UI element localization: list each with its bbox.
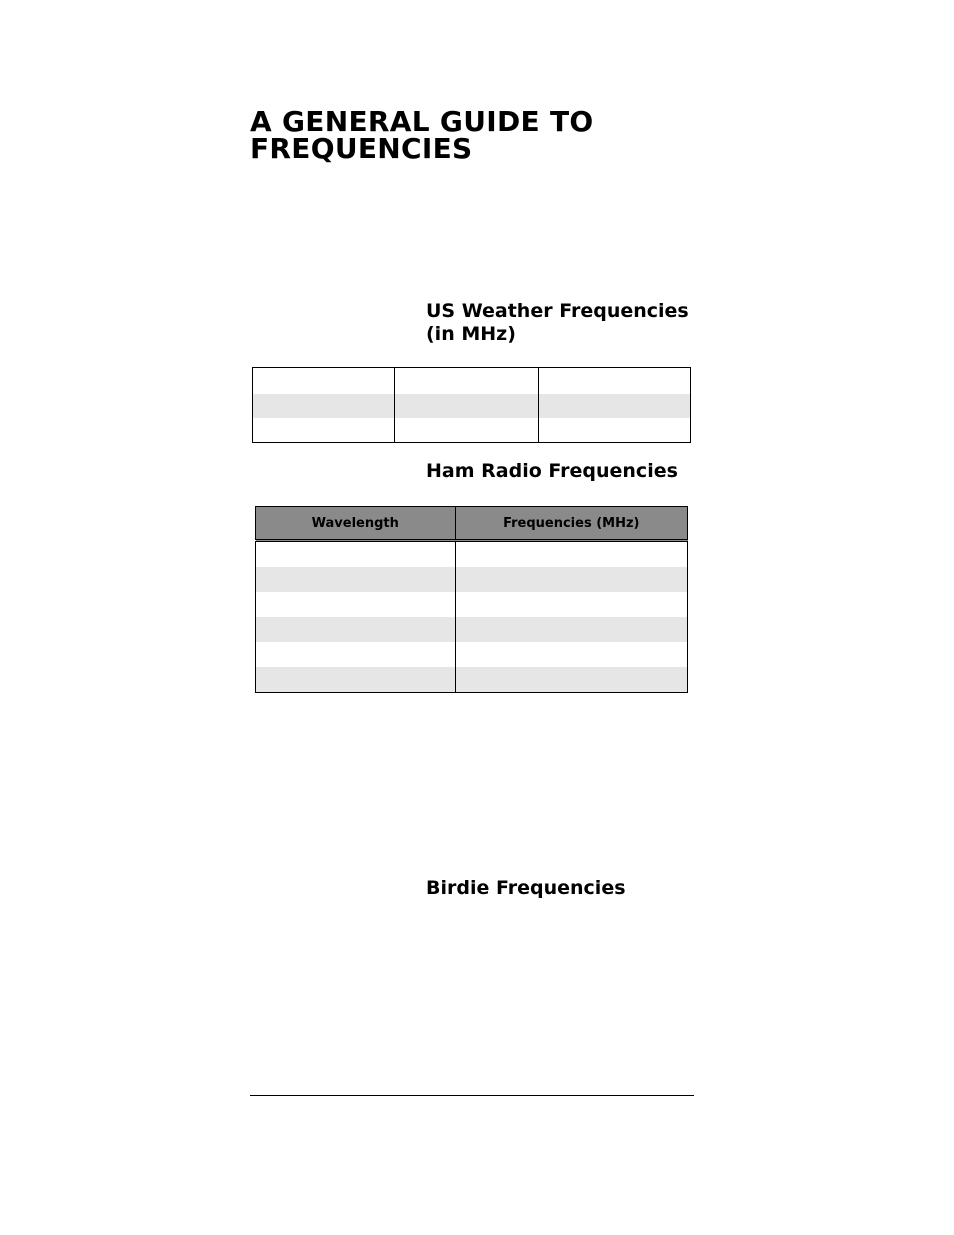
birdie-frequencies-heading: Birdie Frequencies	[426, 877, 626, 899]
table-cell	[256, 541, 456, 568]
table-cell	[455, 667, 687, 693]
page-title: A GENERAL GUIDE TO FREQUENCIES	[250, 105, 594, 165]
table-row	[256, 642, 688, 667]
table-cell	[539, 418, 691, 443]
table-row	[256, 541, 688, 568]
table-row	[256, 592, 688, 617]
table-row	[253, 368, 691, 395]
table-header-row	[256, 507, 688, 541]
weather-frequencies-heading: US Weather Frequencies (in MHz)	[426, 300, 689, 345]
table-row	[256, 667, 688, 693]
table-cell	[253, 394, 395, 418]
ham-radio-frequencies-heading: Ham Radio Frequencies	[426, 460, 678, 482]
footer-divider	[250, 1095, 694, 1096]
ham-radio-frequencies-table	[255, 506, 688, 693]
table-cell	[455, 541, 687, 568]
table-row	[253, 418, 691, 443]
table-cell	[253, 368, 395, 395]
table-cell	[253, 418, 395, 443]
weather-frequencies-table	[252, 367, 691, 443]
table-cell	[256, 567, 456, 592]
table-cell	[455, 617, 687, 642]
column-header-wavelength: Wavelength	[256, 507, 456, 541]
table-cell	[256, 617, 456, 642]
table-cell	[539, 368, 691, 395]
table-cell	[394, 368, 539, 395]
table-cell	[256, 667, 456, 693]
table-cell	[539, 394, 691, 418]
table-cell	[455, 567, 687, 592]
table-cell	[256, 592, 456, 617]
table-cell	[455, 642, 687, 667]
column-header-frequencies: Frequencies (MHz)	[455, 507, 687, 541]
table-cell	[455, 592, 687, 617]
table-cell	[256, 642, 456, 667]
table-cell	[394, 418, 539, 443]
table-cell	[394, 394, 539, 418]
table-row	[253, 394, 691, 418]
table-row	[256, 617, 688, 642]
table-row	[256, 567, 688, 592]
